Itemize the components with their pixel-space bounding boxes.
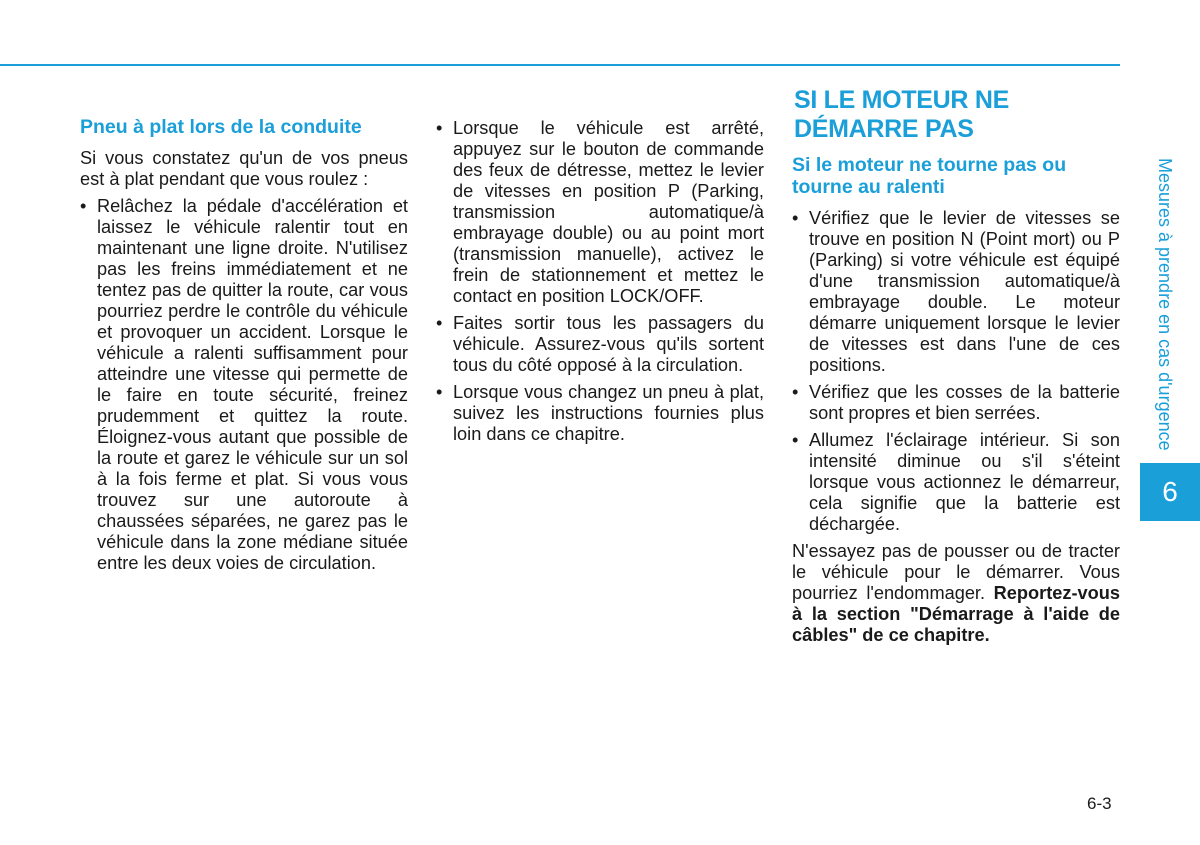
closing-text: N'essayez pas de pousser ou de tracter le véhicule pour le démarrer. Vous pourriez l'endommager.: [792, 541, 1120, 603]
section-title-line1: SI LE MOTEUR NE: [794, 86, 1009, 114]
column-right: [792, 86, 1120, 646]
intro-flat-tire: Si vous constatez qu'un de vos pneus est à plat pendant que vous roulez :: [80, 148, 408, 189]
closing-bold-reference: Reportez-vous à la section "Démarrage à l'aide de câbles" de ce chapitre.: [792, 583, 1120, 645]
heading-engine-not-turning: Si le moteur ne tourne pas ou tourne au ralenti: [792, 154, 1067, 198]
list-item: • Lorsque vous changez un pneu à plat, suivez les instructions fournies plus loin dans ce chapitre.: [436, 382, 764, 445]
closing-paragraph: [792, 541, 1120, 646]
bullet-list-flat-tire: [80, 196, 408, 574]
column-middle: [436, 118, 764, 451]
list-item: • Lorsque le véhicule est arrêté, appuyez sur le bouton de commande des feux de détresse, mettez le levier de vitesses en position P (Parking, transmission automatique/à embrayage double) ou au point mort (transmission manuelle), activez le frein de stationnement et mettez le contact en position LOCK/OFF.: [436, 118, 764, 307]
chapter-number-tab: 6: [1140, 463, 1200, 521]
list-item: • Allumez l'éclairage intérieur. Si son intensité diminue ou s'il s'éteint lorsque vous actionnez le démarreur, cela signifie que la batterie est déchargée.: [792, 430, 1120, 535]
bullet-list-stopped: [436, 118, 764, 445]
list-item: • Vérifiez que les cosses de la batterie sont propres et bien serrées.: [792, 382, 1120, 424]
section-title: [794, 86, 1120, 144]
list-item: • Faites sortir tous les passagers du véhicule. Assurez-vous qu'ils sortent tous du côté opposé à la circulation.: [436, 313, 764, 376]
list-item: • Relâchez la pédale d'accélération et laissez le véhicule ralentir tout en maintenant une ligne droite. N'utilisez pas les freins immédiatement et ne tentez pas de quitter la route, car vous pourriez perdre le contrôle du véhicule et provoquer un accident. Lorsque le véhicule a ralenti suffisamment pour atteindre une vitesse qui permette de le faire en toute sécurité, freinez prudemment et quittez la route. Éloignez-vous autant que possible de la route et garez le véhicule sur un sol à la fois ferme et plat. Si vous vous trouvez sur une autoroute à chaussées séparées, ne garez pas le véhicule dans la zone médiane située entre les deux voies de circulation.: [80, 196, 408, 574]
column-left: [80, 116, 408, 580]
bullet-list-engine: [792, 208, 1120, 535]
chapter-title-vertical: Mesures à prendre en cas d'urgence: [1155, 158, 1175, 451]
list-item: • Vérifiez que le levier de vitesses se trouve en position N (Point mort) ou P (Parking) si votre véhicule est équipé d'une transmission automatique/à embrayage double. Le moteur démarre uniquement lorsque le levier de vitesses est dans l'une de ces positions.: [792, 208, 1120, 376]
header-rule: [0, 64, 1120, 66]
section-title-line2: DÉMARRE PAS: [794, 115, 974, 143]
page-number: 6-3: [1087, 794, 1112, 813]
heading-flat-tire: Pneu à plat lors de la conduite: [80, 116, 362, 138]
